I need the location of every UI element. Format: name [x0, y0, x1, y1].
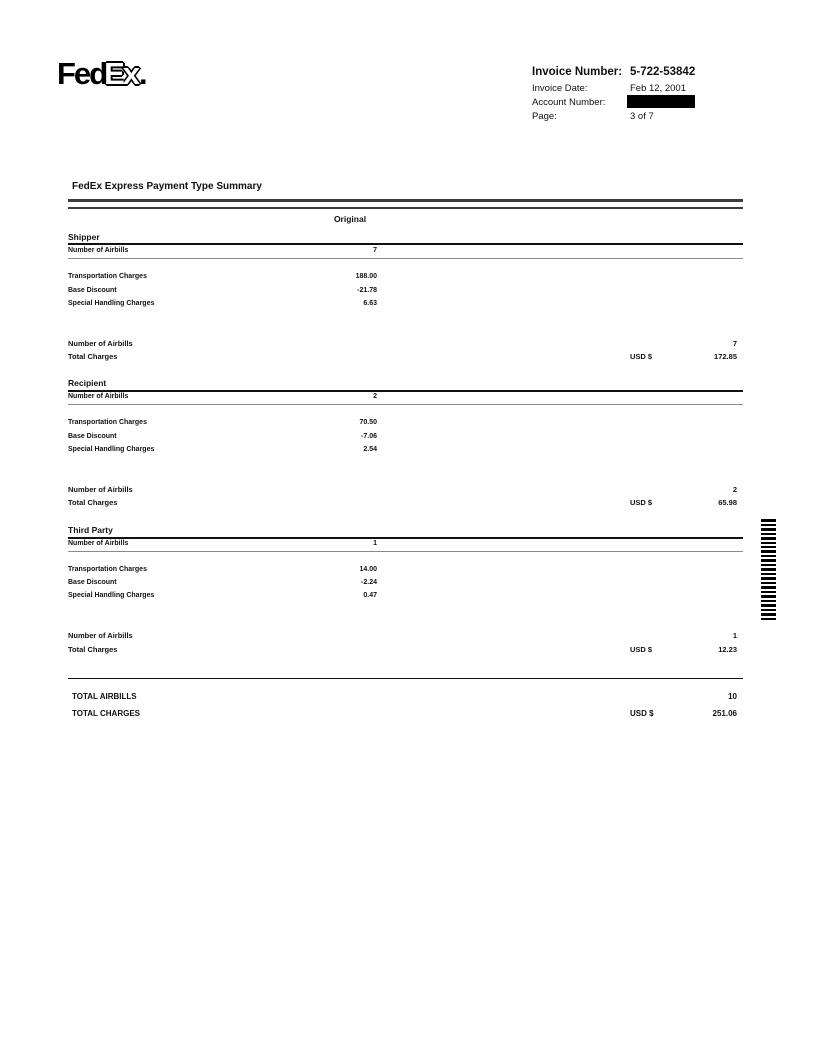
- row-label-base-discount: Base Discount: [68, 287, 117, 294]
- total-charges-label: TOTAL CHARGES: [72, 709, 141, 718]
- row-label-base-discount: Base Discount: [68, 579, 117, 586]
- report-title: FedEx Express Payment Type Summary: [72, 181, 262, 192]
- section-underline: [68, 537, 743, 539]
- row-value-number-of-airbills: 2: [373, 393, 377, 400]
- row-value-special-handling-charges: 6.63: [363, 300, 377, 307]
- row-label-transportation-charges: Transportation Charges: [68, 273, 147, 280]
- row-divider: [68, 258, 743, 259]
- row-value-number-of-airbills: 7: [373, 247, 377, 254]
- currency-label: USD $: [630, 352, 653, 361]
- page-value: 3 of 7: [630, 111, 654, 122]
- section-heading-shipper: Shipper: [68, 232, 100, 242]
- summary-value-total-charges: 65.98: [718, 498, 737, 507]
- double-rule-top: [68, 199, 743, 202]
- row-value-transportation-charges: 70.50: [359, 419, 377, 426]
- account-number-redaction-bar: [627, 95, 695, 108]
- row-value-transportation-charges: 14.00: [359, 566, 377, 573]
- row-label-special-handling-charges: Special Handling Charges: [68, 446, 155, 453]
- invoice-date-value: Feb 12, 2001: [630, 83, 686, 94]
- row-value-base-discount: -2.24: [361, 579, 377, 586]
- invoice-number-value: 5-722-53842: [630, 66, 696, 78]
- currency-label: USD $: [630, 498, 653, 507]
- row-label-transportation-charges: Transportation Charges: [68, 566, 147, 573]
- row-label-base-discount: Base Discount: [68, 433, 117, 440]
- account-number-label: Account Number:: [532, 97, 606, 108]
- double-rule-bottom: [68, 207, 743, 209]
- section-heading-third-party: Third Party: [68, 525, 113, 535]
- summary-label-number-of-airbills: Number of Airbills: [68, 485, 133, 494]
- summary-label-number-of-airbills: Number of Airbills: [68, 339, 133, 348]
- fedex-logo: [57, 56, 146, 92]
- row-value-special-handling-charges: 2.54: [363, 446, 377, 453]
- summary-value-total-charges: 12.23: [718, 645, 737, 654]
- row-value-base-discount: -21.78: [357, 287, 377, 294]
- row-label-special-handling-charges: Special Handling Charges: [68, 592, 155, 599]
- row-value-transportation-charges: 188.00: [355, 273, 377, 280]
- summary-value-number-of-airbills: 1: [732, 631, 737, 640]
- section-underline: [68, 243, 743, 245]
- fedex-logo-ex: Ex: [104, 56, 139, 91]
- row-divider: [68, 551, 743, 552]
- summary-label-number-of-airbills: Number of Airbills: [68, 631, 133, 640]
- fedex-logo-fed: Fed: [57, 56, 107, 91]
- row-divider: [68, 404, 743, 405]
- total-airbills-value: 10: [728, 692, 737, 701]
- invoice-date-label: Invoice Date:: [532, 83, 588, 94]
- section-underline: [68, 390, 743, 392]
- currency-label: USD $: [630, 645, 653, 654]
- summary-label-total-charges: Total Charges: [68, 645, 118, 654]
- section-heading-recipient: Recipient: [68, 378, 107, 388]
- fedex-logo-dot: .: [139, 56, 146, 91]
- page-label: Page:: [532, 111, 557, 122]
- summary-value-number-of-airbills: 7: [732, 339, 737, 348]
- totals-rule: [68, 678, 743, 679]
- row-label-number-of-airbills: Number of Airbills: [68, 393, 129, 400]
- row-label-number-of-airbills: Number of Airbills: [68, 247, 129, 254]
- total-airbills-label: TOTAL AIRBILLS: [72, 692, 137, 701]
- row-label-special-handling-charges: Special Handling Charges: [68, 300, 155, 307]
- total-charges-value: 251.06: [712, 709, 737, 718]
- summary-value-number-of-airbills: 2: [732, 485, 737, 494]
- summary-label-total-charges: Total Charges: [68, 352, 118, 361]
- summary-value-total-charges: 172.85: [714, 352, 737, 361]
- row-value-special-handling-charges: 0.47: [363, 592, 377, 599]
- row-value-number-of-airbills: 1: [373, 540, 377, 547]
- currency-label: USD $: [630, 709, 654, 718]
- vertical-barcode: [761, 519, 776, 623]
- invoice-number-label: Invoice Number:: [532, 66, 623, 78]
- row-value-base-discount: -7.06: [361, 433, 377, 440]
- row-label-number-of-airbills: Number of Airbills: [68, 540, 129, 547]
- column-header-original: Original: [333, 214, 367, 224]
- row-label-transportation-charges: Transportation Charges: [68, 419, 147, 426]
- summary-label-total-charges: Total Charges: [68, 498, 118, 507]
